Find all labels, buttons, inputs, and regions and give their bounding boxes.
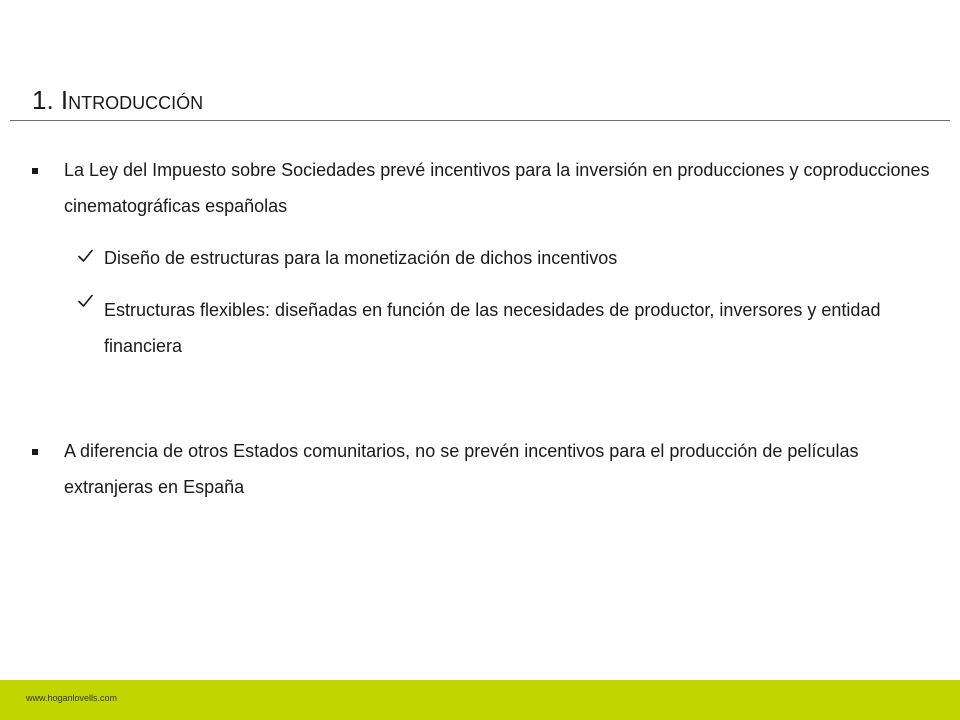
title-divider <box>10 120 950 121</box>
square-bullet-icon <box>32 168 38 174</box>
bullet-text: A diferencia de otros Estados comunitarios, no se prevén incentivos para el producción de películas extranjeras en España <box>64 441 859 497</box>
footer-url: www.hoganlovells.com <box>26 693 118 703</box>
bullet-item <box>64 433 944 505</box>
subitem-text: Estructuras flexibles: diseñadas en función de las necesidades de productor, inversores y entidad financiera <box>104 300 881 356</box>
slide-title <box>32 82 203 118</box>
square-bullet-icon <box>32 449 38 455</box>
subitem <box>104 292 944 364</box>
bullet-text: La Ley del Impuesto sobre Sociedades prevé incentivos para la inversión en producciones y coproducciones cinematográficas españolas <box>64 160 930 216</box>
subitem <box>104 240 944 276</box>
subitem-text: Diseño de estructuras para la monetización de dichos incentivos <box>104 248 618 268</box>
checkmark-icon <box>78 249 93 263</box>
slide-title-number: 1. I <box>32 85 69 115</box>
footer-bar <box>0 680 960 720</box>
slide-title-text: ntroducción <box>68 85 204 115</box>
checkmark-icon <box>78 294 93 308</box>
bullet-item <box>64 152 944 224</box>
